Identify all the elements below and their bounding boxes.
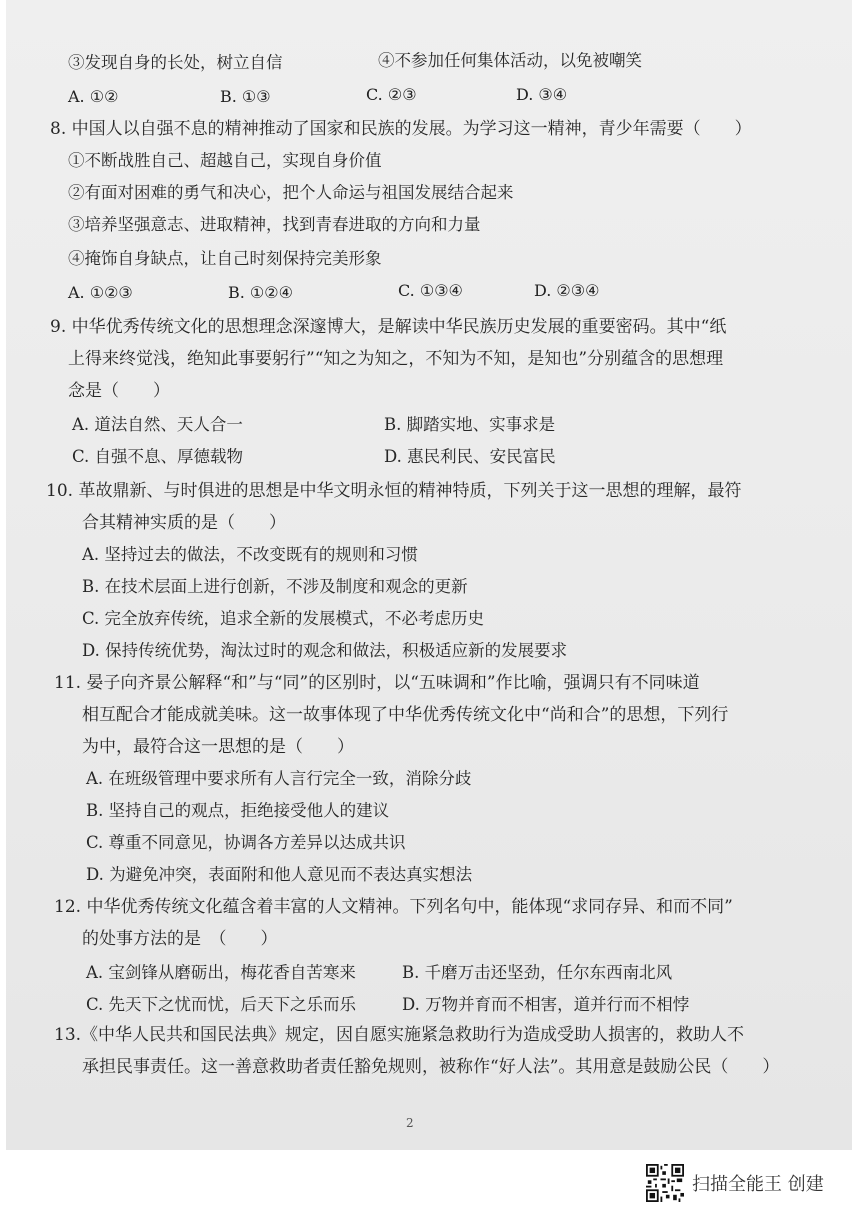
question-13-stem-line-2: 承担民事责任。这一善意救助者责任豁免规则，被称作“好人法”。其用意是鼓励公民（ ）: [82, 1057, 780, 1077]
q7-option-d[interactable]: D. ③④: [516, 85, 568, 104]
q7-statement-3: ③发现自身的长处，树立自信: [68, 53, 283, 72]
q8-statement-3: ③培养坚强意志、进取精神，找到青春进取的方向和力量: [68, 215, 481, 234]
question-11-stem-line-1: 11. 晏子向齐景公解释“和”与“同”的区别时，以“五味调和”作比喻，强调只有不同味道: [54, 673, 700, 693]
q10-option-b[interactable]: B. 在技术层面上进行创新，不涉及制度和观念的更新: [82, 577, 468, 596]
q12-option-c[interactable]: C. 先天下之忧而忧，后天下之乐而乐: [86, 995, 357, 1014]
question-9-stem-line-3: 念是（ ）: [68, 381, 170, 401]
q12-option-b[interactable]: B. 千磨万击还坚劲，任尔东西南北风: [402, 963, 673, 982]
q7-statement-4: ④不参加任何集体活动，以免被嘲笑: [378, 51, 642, 70]
q8-statement-1: ①不断战胜自己、超越自己，实现自身价值: [68, 151, 382, 170]
q8-option-b[interactable]: B. ①②④: [228, 283, 293, 302]
q11-option-b[interactable]: B. 坚持自己的观点，拒绝接受他人的建议: [86, 801, 390, 820]
q8-option-d[interactable]: D. ②③④: [534, 281, 600, 300]
q11-option-a[interactable]: A. 在班级管理中要求所有人言行完全一致，消除分歧: [86, 769, 472, 788]
q7-option-b[interactable]: B. ①③: [220, 87, 271, 106]
q10-option-d[interactable]: D. 保持传统优势，淘汰过时的观念和做法，积极适应新的发展要求: [82, 641, 568, 660]
q9-option-a[interactable]: A. 道法自然、天人合一: [72, 415, 243, 434]
q9-option-d[interactable]: D. 惠民利民、安民富民: [384, 447, 556, 466]
question-11-stem-line-3: 为中，最符合这一思想的是（ ）: [82, 737, 354, 757]
q8-option-c[interactable]: C. ①③④: [398, 281, 463, 300]
question-13-stem-line-1: 13.《中华人民共和国民法典》规定，因自愿实施紧急救助行为造成受助人损害的，救助人不: [54, 1025, 745, 1045]
q12-option-d[interactable]: D. 万物并育而不相害，道并行而不相悖: [402, 995, 690, 1014]
q7-option-c[interactable]: C. ②③: [366, 85, 417, 104]
page-number: 2: [406, 1116, 414, 1130]
q11-option-c[interactable]: C. 尊重不同意见，协调各方差异以达成共识: [86, 833, 406, 852]
q10-option-c[interactable]: C. 完全放弃传统，追求全新的发展模式，不必考虑历史: [82, 609, 485, 628]
q7-option-a[interactable]: A. ①②: [68, 87, 119, 106]
scanner-watermark: [646, 1162, 824, 1204]
q8-statement-2: ②有面对困难的勇气和决心，把个人命运与祖国发展结合起来: [68, 183, 514, 202]
q12-option-a[interactable]: A. 宝剑锋从磨砺出，梅花香自苦寒来: [86, 963, 356, 982]
q8-option-a[interactable]: A. ①②③: [68, 283, 133, 302]
q7-options: [68, 86, 768, 110]
scanner-app-credit: 扫描全能王 创建: [692, 1174, 824, 1195]
question-10-stem-line-2: 合其精神实质的是（ ）: [82, 513, 286, 533]
question-12-stem-line-2: 的处事方法的是 （ ）: [82, 929, 278, 949]
question-12-stem-line-1: 12. 中华优秀传统文化蕴含着丰富的人文精神。下列名句中，能体现“求同存异、和而不同”: [54, 897, 733, 917]
q8-options: [68, 282, 768, 306]
q10-option-a[interactable]: A. 坚持过去的做法，不改变既有的规则和习惯: [82, 545, 418, 564]
q11-option-d[interactable]: D. 为避免冲突，表面附和他人意见而不表达真实想法: [86, 865, 473, 884]
scanned-page: [6, 0, 852, 1150]
q9-option-b[interactable]: B. 脚踏实地、实事求是: [384, 415, 556, 434]
q9-option-c[interactable]: C. 自强不息、厚德载物: [72, 447, 244, 466]
question-9-stem-line-2: 上得来终觉浅，绝知此事要躬行”“知之为知之，不知为不知，是知也”分别蕴含的思想理: [68, 349, 724, 369]
question-11-stem-line-2: 相互配合才能成就美味。这一故事体现了中华优秀传统文化中“尚和合”的思想，下列行: [82, 705, 729, 725]
question-8-stem: 8. 中国人以自强不息的精神推动了国家和民族的发展。为学习这一精神，青少年需要（ ）: [50, 119, 752, 139]
q8-statement-4: ④掩饰自身缺点，让自己时刻保持完美形象: [68, 249, 382, 268]
question-9-stem-line-1: 9. 中华优秀传统文化的思想理念深邃博大，是解读中华民族历史发展的重要密码。其中“纸: [50, 317, 727, 337]
qr-code-icon: [646, 1164, 684, 1202]
question-10-stem-line-1: 10. 革故鼎新、与时俱进的思想是中华文明永恒的精神特质，下列关于这一思想的理解，最符: [46, 481, 742, 501]
